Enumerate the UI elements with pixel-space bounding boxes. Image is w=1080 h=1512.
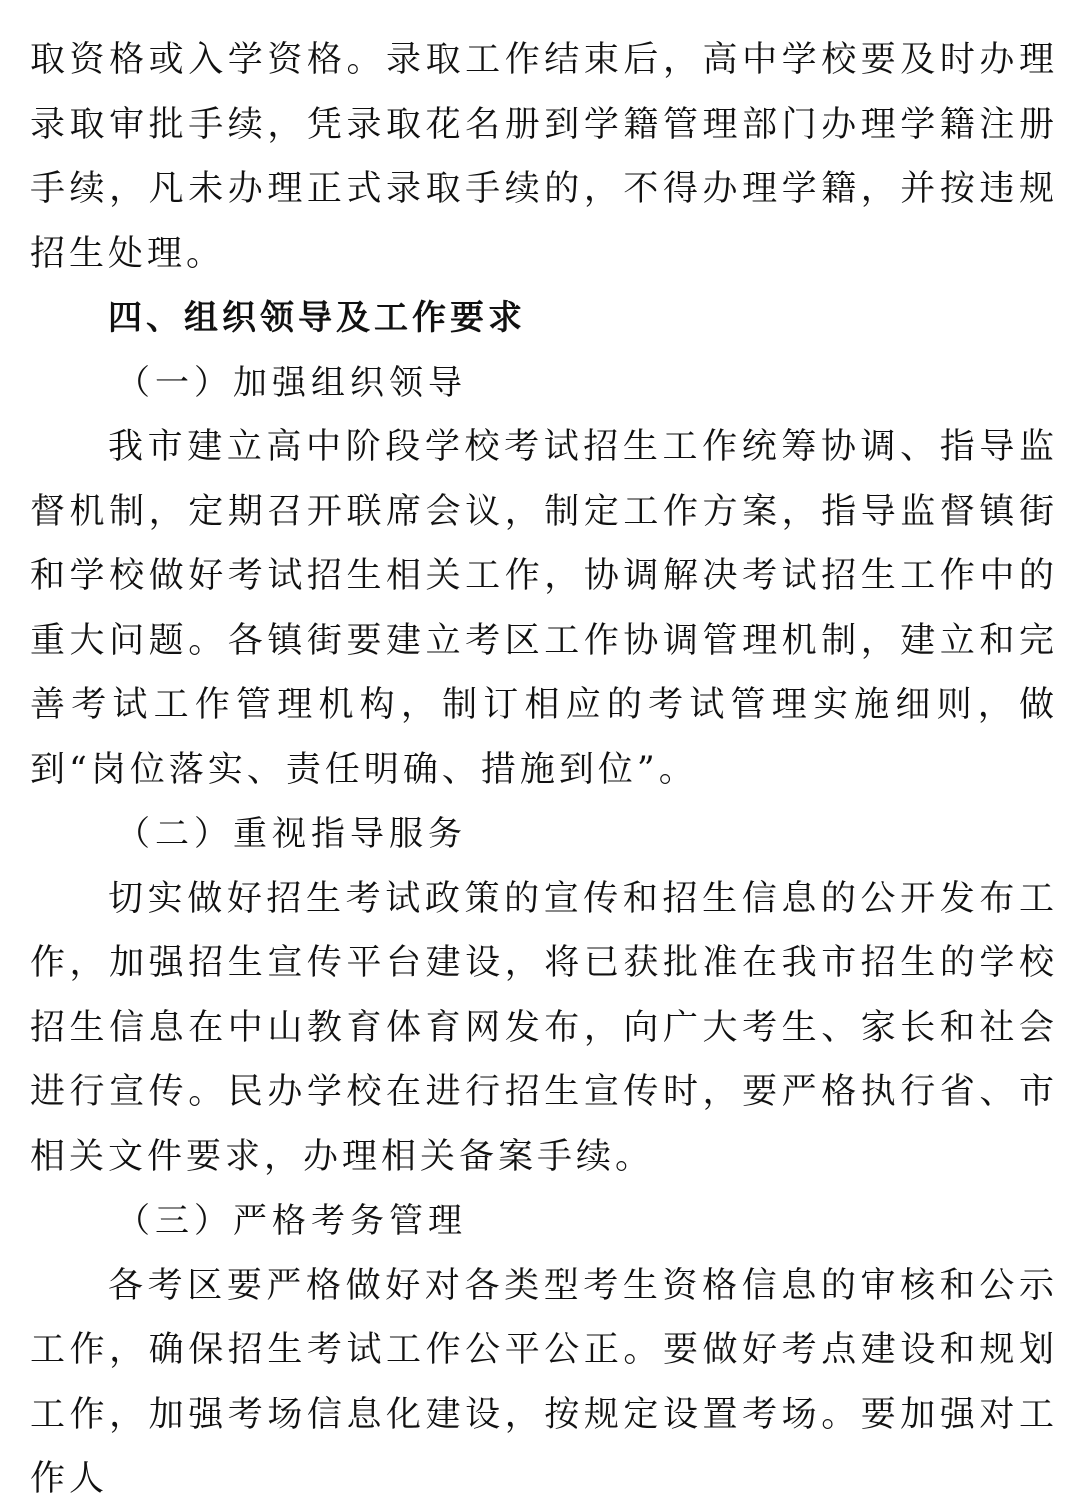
paragraph-admission-procedures: 取资格或入学资格。录取工作结束后，高中学校要及时办理录取审批手续，凭录取花名册到学籍管理部门办理学籍注册手续，凡未办理正式录取手续的，不得办理学籍，并按违规招生处理。 xyxy=(30,40,1058,274)
document-page xyxy=(30,28,1058,1512)
paragraph-guidance: 切实做好招生考试政策的宣传和招生信息的公开发布工作，加强招生宣传平台建设，将已获批准在我市招生的学校招生信息在中山教育体育网发布，向广大考生、家长和社会进行宣传。民办学校在进行招生宣传时，要严格执行省、市相关文件要求，办理相关备案手续。 xyxy=(30,878,1058,1177)
subheading-guidance-service: （二）重视指导服务 xyxy=(116,814,467,854)
paragraph-leadership: 我市建立高中阶段学校考试招生工作统筹协调、指导监督机制，定期召开联席会议，制定工作方案，指导监督镇街和学校做好考试招生相关工作，协调解决考试招生工作中的重大问题。各镇街要建立考区工作协调管理机制，建立和完善考试工作管理机构，制订相应的考试管理实施细则，做到“岗位落实、责任明确、措施到位”。 xyxy=(30,427,1058,790)
section-heading-organization: 四、组织领导及工作要求 xyxy=(108,298,526,338)
subheading-exam-management: （三）严格考务管理 xyxy=(116,1201,467,1241)
paragraph-exam-management: 各考区要严格做好对各类型考生资格信息的审核和公示工作，确保招生考试工作公平公正。要做好考点建设和规划工作，加强考场信息化建设，按规定设置考场。要加强对工作人 xyxy=(30,1265,1058,1499)
subheading-strengthen-leadership: （一）加强组织领导 xyxy=(116,362,467,403)
